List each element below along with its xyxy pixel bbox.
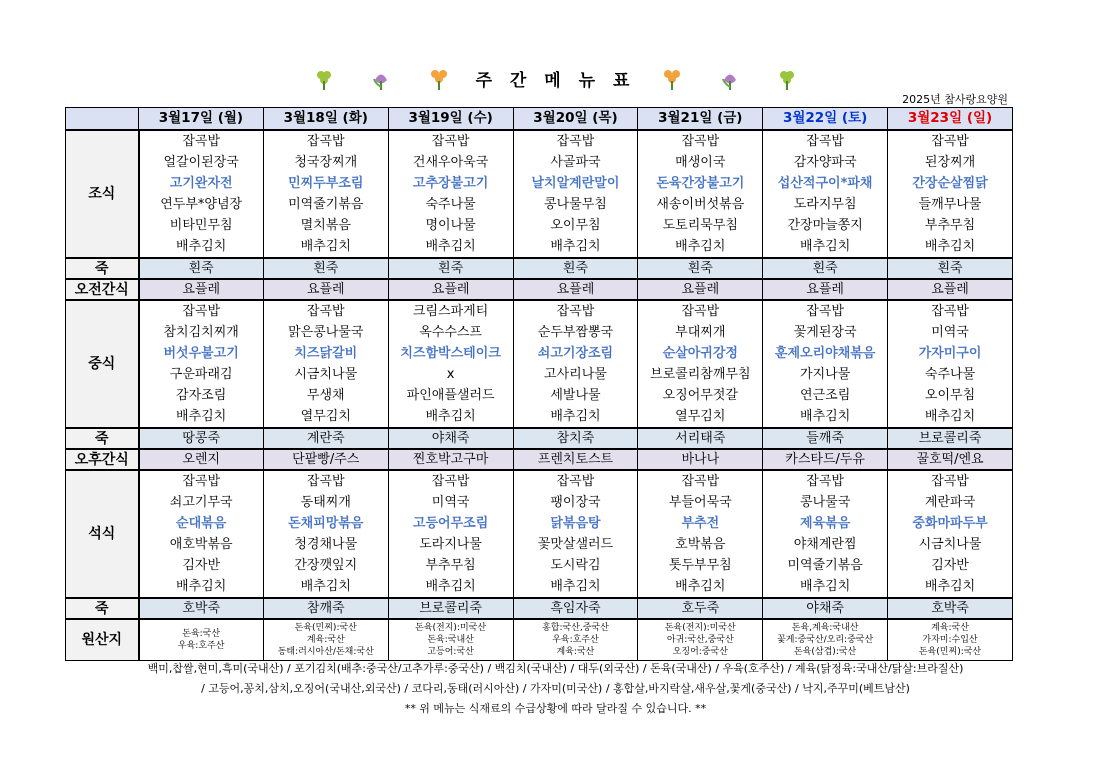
- porridge-item: 호박죽: [888, 598, 1013, 619]
- day-header: 3월18일 (화): [263, 108, 388, 131]
- notes: [0, 659, 1111, 719]
- morning-snack-item: 요플레: [388, 279, 513, 300]
- origin-line: 돈육(전지):미국산: [664, 623, 736, 633]
- afternoon-snack-item: 오렌지: [139, 449, 264, 470]
- porridge-item: 서리태죽: [638, 428, 763, 449]
- porridge-label: 죽: [66, 428, 139, 449]
- porridge-item: 호두죽: [638, 598, 763, 619]
- menu-item: 숙주나물: [388, 194, 513, 215]
- day-header: 3월17일 (월): [139, 108, 264, 131]
- menu-item: 크림스파게티: [388, 300, 513, 322]
- flower-icon: [427, 67, 451, 91]
- day-header: 3월21일 (금): [638, 108, 763, 131]
- menu-row: [66, 173, 1013, 194]
- menu-item: 꽃게된장국: [763, 322, 888, 343]
- menu-item: 배추김치: [139, 576, 264, 598]
- menu-row: [66, 300, 1013, 322]
- menu-item: 잡곡밥: [139, 470, 264, 492]
- menu-item: 배추김치: [263, 236, 388, 258]
- menu-item: 세발나물: [513, 385, 638, 406]
- day-header: 3월22일 (토): [763, 108, 888, 131]
- menu-item: 배추김치: [513, 406, 638, 428]
- menu-item: 고추장불고기: [388, 173, 513, 194]
- origin-cell: [263, 619, 388, 661]
- menu-row: [66, 385, 1013, 406]
- meal-label: 중식: [66, 300, 139, 428]
- menu-item: 건새우아욱국: [388, 152, 513, 173]
- menu-item: 배추김치: [139, 236, 264, 258]
- morning-snack-item: 요플레: [888, 279, 1013, 300]
- origin-line: 동태:러시아산/돈채:국산: [277, 647, 374, 657]
- origin-line: 고등어:국산: [427, 647, 474, 657]
- clover-icon: [775, 67, 799, 91]
- menu-item: 잡곡밥: [888, 470, 1013, 492]
- menu-item: 잡곡밥: [638, 300, 763, 322]
- tulip-icon: [718, 67, 742, 91]
- menu-item: 잡곡밥: [763, 130, 888, 152]
- menu-item: 콩나물국: [763, 492, 888, 513]
- meal-label: 조식: [66, 130, 139, 258]
- porridge-item: 참치죽: [513, 428, 638, 449]
- menu-item: 잡곡밥: [763, 300, 888, 322]
- menu-row: [66, 470, 1013, 492]
- menu-row: [66, 322, 1013, 343]
- menu-item: 열무김치: [263, 406, 388, 428]
- morning-snack-item: 요플레: [638, 279, 763, 300]
- menu-item: 순살아귀강정: [638, 343, 763, 364]
- menu-row: [66, 364, 1013, 385]
- menu-item: 부추무침: [388, 555, 513, 576]
- porridge-label: 죽: [66, 258, 139, 279]
- porridge-label: 죽: [66, 598, 139, 619]
- menu-item: 미역줄기볶음: [263, 194, 388, 215]
- weekly-menu-table: [65, 107, 1013, 661]
- menu-item: 배추김치: [888, 576, 1013, 598]
- menu-item: 야채계란찜: [763, 534, 888, 555]
- flower-icon: [660, 67, 684, 91]
- menu-item: 연두부*양념장: [139, 194, 264, 215]
- menu-item: 사골파국: [513, 152, 638, 173]
- origin-line: 우육:호주산: [177, 641, 225, 651]
- menu-item: 배추김치: [638, 576, 763, 598]
- menu-item: 순두부짬뽕국: [513, 322, 638, 343]
- morning-snack-row: [66, 279, 1013, 300]
- menu-item: 잡곡밥: [888, 130, 1013, 152]
- menu-row: [66, 555, 1013, 576]
- day-header: 3월20일 (목): [513, 108, 638, 131]
- origin-cell: [139, 619, 264, 661]
- menu-item: 매생이국: [638, 152, 763, 173]
- menu-item: 배추김치: [763, 406, 888, 428]
- menu-item: 감자양파국: [763, 152, 888, 173]
- menu-item: 오이무침: [888, 385, 1013, 406]
- origin-line: 계육:국산: [306, 635, 345, 645]
- day-header: 3월23일 (일): [888, 108, 1013, 131]
- origin-line: 계육:국산: [556, 647, 595, 657]
- origin-cell: [888, 619, 1013, 661]
- menu-item: 돈채피망볶음: [263, 513, 388, 534]
- afternoon-snack-item: 바나나: [638, 449, 763, 470]
- menu-item: 잡곡밥: [513, 130, 638, 152]
- menu-item: 멸치볶음: [263, 215, 388, 236]
- porridge-item: 브로콜리죽: [888, 428, 1013, 449]
- menu-item: 잡곡밥: [513, 470, 638, 492]
- menu-item: 제육볶음: [763, 513, 888, 534]
- porridge-item: 계란죽: [263, 428, 388, 449]
- menu-item: 계란파국: [888, 492, 1013, 513]
- tulip-icon: [369, 67, 393, 91]
- origin-label: 원산지: [66, 619, 139, 661]
- clover-icon: [312, 67, 336, 91]
- menu-item: 잡곡밥: [638, 470, 763, 492]
- day-header: 3월19일 (수): [388, 108, 513, 131]
- menu-item: 배추김치: [638, 236, 763, 258]
- menu-item: 돈육간장불고기: [638, 173, 763, 194]
- menu-item: 비타민무침: [139, 215, 264, 236]
- porridge-item: 흰죽: [513, 258, 638, 279]
- menu-item: 고등어무조림: [388, 513, 513, 534]
- menu-item: 배추김치: [513, 236, 638, 258]
- menu-item: 시금치나물: [263, 364, 388, 385]
- menu-item: 잡곡밥: [263, 470, 388, 492]
- menu-row: [66, 236, 1013, 258]
- menu-item: 잡곡밥: [513, 300, 638, 322]
- menu-item: 브로콜리참깨무침: [638, 364, 763, 385]
- menu-item: 간장마늘쫑지: [763, 215, 888, 236]
- afternoon-snack-item: 찐호박고구마: [388, 449, 513, 470]
- menu-item: 잡곡밥: [388, 470, 513, 492]
- afternoon-snack-item: 카스타드/두유: [763, 449, 888, 470]
- porridge-item: 호박죽: [139, 598, 264, 619]
- menu-item: 배추김치: [763, 236, 888, 258]
- afternoon-snack-item: 꿀호떡/엔요: [888, 449, 1013, 470]
- menu-item: 잡곡밥: [139, 300, 264, 322]
- menu-item: 콩나물무침: [513, 194, 638, 215]
- menu-item: 된장찌개: [888, 152, 1013, 173]
- menu-item: 잡곡밥: [388, 130, 513, 152]
- porridge-item: 흰죽: [763, 258, 888, 279]
- menu-item: 순대볶음: [139, 513, 264, 534]
- menu-item: 배추김치: [388, 406, 513, 428]
- morning-snack-item: 요플레: [763, 279, 888, 300]
- afternoon-snack-row: [66, 449, 1013, 470]
- menu-item: 부추전: [638, 513, 763, 534]
- porridge-item: 들깨죽: [763, 428, 888, 449]
- menu-item: 애호박볶음: [139, 534, 264, 555]
- menu-item: 배추김치: [263, 576, 388, 598]
- menu-item: 배추김치: [513, 576, 638, 598]
- menu-item: 오이무침: [513, 215, 638, 236]
- porridge-item: 흰죽: [888, 258, 1013, 279]
- menu-item: 파인애플샐러드: [388, 385, 513, 406]
- menu-item: 배추김치: [388, 236, 513, 258]
- menu-row: [66, 406, 1013, 428]
- origin-cell: [638, 619, 763, 661]
- origin-note-line: / 고등어,꽁치,삼치,오징어(국내산,외국산) / 코다리,동태(러시아산) / 가자미(미국산) / 홍합살,바지락살,새우살,꽃게(중국산) / 낙지,주꾸미(베트남산): [201, 682, 910, 695]
- origin-row: [66, 619, 1013, 661]
- menu-item: 옥수수스프: [388, 322, 513, 343]
- menu-item: 새송이버섯볶음: [638, 194, 763, 215]
- porridge-row: [66, 258, 1013, 279]
- menu-item: 간장순살찜닭: [888, 173, 1013, 194]
- menu-item: 배추김치: [888, 406, 1013, 428]
- origin-line: 돈육(삼겹):국산: [794, 647, 857, 657]
- menu-row: [66, 215, 1013, 236]
- menu-item: 배추김치: [888, 236, 1013, 258]
- origin-line: 꽃게:중국산/오리:중국산: [777, 635, 874, 645]
- origin-line: 돈육:국내산: [427, 635, 474, 645]
- menu-item: 부추무침: [888, 215, 1013, 236]
- page-title: 주 간 메 뉴 표: [475, 71, 636, 91]
- menu-item: 치즈함박스테이크: [388, 343, 513, 364]
- menu-item: x: [388, 364, 513, 385]
- menu-item: 감자조림: [139, 385, 264, 406]
- menu-item: 무생채: [263, 385, 388, 406]
- menu-item: 연근조림: [763, 385, 888, 406]
- porridge-item: 참깨죽: [263, 598, 388, 619]
- porridge-row: [66, 428, 1013, 449]
- afternoon-snack-label: 오후간식: [66, 449, 139, 470]
- menu-item: 잡곡밥: [263, 130, 388, 152]
- menu-row: [66, 492, 1013, 513]
- menu-row: [66, 343, 1013, 364]
- meal-label: 석식: [66, 470, 139, 598]
- menu-item: 잡곡밥: [888, 300, 1013, 322]
- menu-item: 구운파래김: [139, 364, 264, 385]
- menu-item: 명이나물: [388, 215, 513, 236]
- menu-item: 닭볶음탕: [513, 513, 638, 534]
- morning-snack-item: 요플레: [263, 279, 388, 300]
- menu-row: [66, 534, 1013, 555]
- menu-item: 김자반: [139, 555, 264, 576]
- menu-item: 도토리묵무침: [638, 215, 763, 236]
- porridge-item: 흰죽: [263, 258, 388, 279]
- menu-item: 열무김치: [638, 406, 763, 428]
- origin-line: 돈육(전지):미국산: [415, 623, 487, 633]
- origin-cell: [763, 619, 888, 661]
- menu-item: 호박볶음: [638, 534, 763, 555]
- origin-cell: [388, 619, 513, 661]
- origin-line: 아귀:국산,중국산: [666, 635, 734, 645]
- menu-item: 미역국: [388, 492, 513, 513]
- organization-name: 2025년 참사랑요양원: [902, 93, 1008, 106]
- menu-row: [66, 130, 1013, 152]
- menu-item: 잡곡밥: [763, 470, 888, 492]
- menu-item: 들깨무나물: [888, 194, 1013, 215]
- afternoon-snack-item: 프렌치토스트: [513, 449, 638, 470]
- menu-item: 부대찌개: [638, 322, 763, 343]
- menu-item: 배추김치: [139, 406, 264, 428]
- porridge-item: 야채죽: [388, 428, 513, 449]
- porridge-item: 흰죽: [139, 258, 264, 279]
- menu-item: 맑은콩나물국: [263, 322, 388, 343]
- afternoon-snack-item: 단팥빵/주스: [263, 449, 388, 470]
- porridge-row: [66, 598, 1013, 619]
- porridge-item: 브로콜리죽: [388, 598, 513, 619]
- menu-item: 섭산적구이*파채: [763, 173, 888, 194]
- menu-row: [66, 194, 1013, 215]
- origin-line: 홍합:국산,중국산: [542, 623, 609, 633]
- menu-item: 얼갈이된장국: [139, 152, 264, 173]
- porridge-item: 야채죽: [763, 598, 888, 619]
- menu-item: 잡곡밥: [638, 130, 763, 152]
- origin-line: 가자미:수입산: [922, 635, 978, 645]
- menu-item: 중화마파두부: [888, 513, 1013, 534]
- porridge-item: 흰죽: [388, 258, 513, 279]
- menu-item: 도라지무침: [763, 194, 888, 215]
- menu-row: [66, 513, 1013, 534]
- menu-item: 고사리나물: [513, 364, 638, 385]
- menu-item: 시금치나물: [888, 534, 1013, 555]
- menu-item: 치즈닭갈비: [263, 343, 388, 364]
- menu-item: 배추김치: [763, 576, 888, 598]
- origin-line: 돈육,계육:국내산: [791, 623, 859, 633]
- menu-item: 고기완자전: [139, 173, 264, 194]
- origin-line: 돈육(민찌):국산: [918, 647, 982, 657]
- origin-line: 계육:국산: [931, 623, 969, 633]
- menu-item: 잡곡밥: [263, 300, 388, 322]
- menu-item: 부들어묵국: [638, 492, 763, 513]
- menu-item: 버섯우불고기: [139, 343, 264, 364]
- menu-item: 도시락김: [513, 555, 638, 576]
- origin-line: 돈육(민찌):국산: [294, 623, 357, 633]
- morning-snack-item: 요플레: [513, 279, 638, 300]
- menu-item: 민찌두부조림: [263, 173, 388, 194]
- menu-item: 가지나물: [763, 364, 888, 385]
- menu-item: 오징어무젓갈: [638, 385, 763, 406]
- menu-row: [66, 576, 1013, 598]
- menu-item: 숙주나물: [888, 364, 1013, 385]
- menu-item: 톳두부무침: [638, 555, 763, 576]
- menu-row: [66, 152, 1013, 173]
- origin-cell: [513, 619, 638, 661]
- menu-item: 참치김치찌개: [139, 322, 264, 343]
- menu-item: 날치알계란말이: [513, 173, 638, 194]
- menu-item: 잡곡밥: [139, 130, 264, 152]
- menu-item: 동태찌개: [263, 492, 388, 513]
- menu-item: 간장깻잎지: [263, 555, 388, 576]
- porridge-item: 흰죽: [638, 258, 763, 279]
- porridge-item: 흑임자죽: [513, 598, 638, 619]
- menu-item: 훈제오리야채볶음: [763, 343, 888, 364]
- menu-item: 김자반: [888, 555, 1013, 576]
- menu-item: 미역줄기볶음: [763, 555, 888, 576]
- menu-item: 가자미구이: [888, 343, 1013, 364]
- morning-snack-item: 요플레: [139, 279, 264, 300]
- menu-item: 미역국: [888, 322, 1013, 343]
- menu-item: 쇠고기장조림: [513, 343, 638, 364]
- menu-item: 쇠고기무국: [139, 492, 264, 513]
- origin-line: 돈육:국산: [182, 629, 221, 639]
- porridge-item: 땅콩죽: [139, 428, 264, 449]
- menu-item: 꽃맛살샐러드: [513, 534, 638, 555]
- menu-item: 도라지나물: [388, 534, 513, 555]
- disclaimer: ** 위 메뉴는 식재료의 수급상황에 따라 달라질 수 있습니다. **: [404, 702, 707, 715]
- origin-note-line: 백미,찹쌀,현미,흑미(국내산) / 포기김치(배추:중국산/고추가루:중국산) / 백김치(국내산) / 대두(외국산) / 돈육(국내산) / 우육(호주산) / 계육(닭정육:국내산/닭살:브라질산): [147, 662, 964, 675]
- morning-snack-label: 오전간식: [66, 279, 139, 300]
- origin-line: 우육:호주산: [552, 635, 599, 645]
- header-row: [66, 108, 1013, 131]
- menu-item: 배추김치: [388, 576, 513, 598]
- menu-item: 팽이장국: [513, 492, 638, 513]
- header-corner: [66, 108, 139, 131]
- menu-item: 청경채나물: [263, 534, 388, 555]
- origin-line: 오징어:중국산: [672, 647, 728, 657]
- menu-item: 청국장찌개: [263, 152, 388, 173]
